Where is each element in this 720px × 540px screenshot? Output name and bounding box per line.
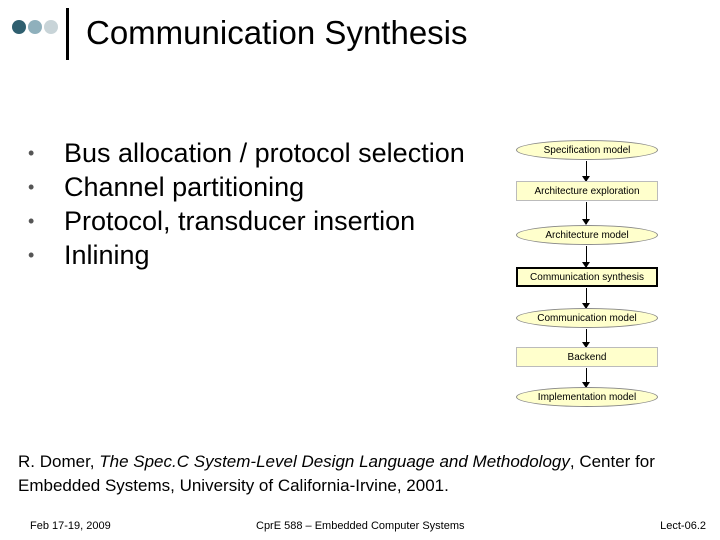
- page-title: Communication Synthesis: [86, 14, 468, 51]
- bullet-dot-icon: •: [28, 177, 35, 197]
- bullet-text: Channel partitioning: [64, 172, 305, 202]
- citation: [18, 450, 708, 498]
- citation-publisher: , Center for Embedded Systems, University of California-Irvine, 2001.: [18, 452, 655, 495]
- flow-arrow: [586, 288, 587, 308]
- bullet-item: [28, 238, 498, 272]
- footer-page-number: Lect-06.2: [660, 520, 706, 532]
- flow-node-communication-synthesis: Communication synthesis: [516, 267, 658, 287]
- bullet-dot-icon: •: [28, 211, 35, 231]
- footer-course: CprE 588 – Embedded Computer Systems: [256, 520, 465, 532]
- bullet-item: [28, 204, 498, 238]
- bullet-text: Protocol, transducer insertion: [64, 206, 416, 236]
- dot-light-icon: [44, 20, 58, 34]
- bullet-item: [28, 170, 498, 204]
- design-flow-diagram: [512, 134, 662, 414]
- title-dots-decoration: [12, 20, 62, 44]
- flow-arrow: [586, 246, 587, 267]
- citation-author: R. Domer,: [18, 452, 100, 471]
- bullet-text: Bus allocation / protocol selection: [64, 138, 465, 168]
- flow-arrow: [586, 329, 587, 347]
- flow-node-communication-model: Communication model: [516, 308, 658, 328]
- flow-node-implementation-model: Implementation model: [516, 387, 658, 407]
- dot-mid-icon: [28, 20, 42, 34]
- title-divider: [66, 8, 69, 60]
- footer-date: Feb 17-19, 2009: [30, 520, 111, 532]
- bullet-dot-icon: •: [28, 245, 35, 265]
- bullet-item: [28, 136, 498, 170]
- flow-arrow: [586, 368, 587, 387]
- flow-node-backend: Backend: [516, 347, 658, 367]
- bullet-dot-icon: •: [28, 143, 35, 163]
- bullet-text: Inlining: [64, 240, 150, 270]
- dot-dark-icon: [12, 20, 26, 34]
- flow-node-architecture-exploration: Architecture exploration: [516, 181, 658, 201]
- citation-title: The Spec.C System-Level Design Language and Methodology: [99, 452, 570, 471]
- bullet-list: [28, 136, 498, 272]
- flow-node-architecture-model: Architecture model: [516, 225, 658, 245]
- flow-arrow: [586, 202, 587, 224]
- flow-node-specification-model: Specification model: [516, 140, 658, 160]
- flow-arrow: [586, 161, 587, 181]
